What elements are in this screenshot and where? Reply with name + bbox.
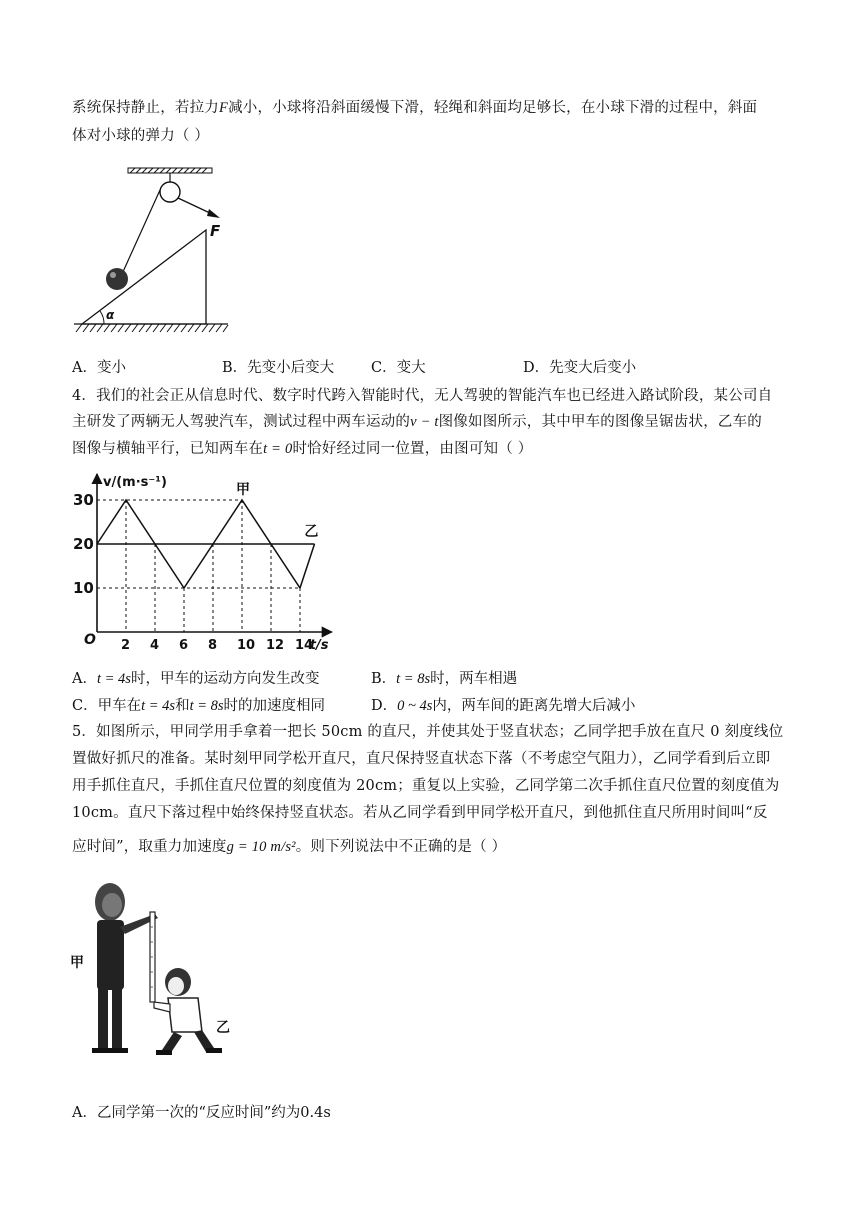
- q4-option-b: B．t = 8s时，两车相遇: [371, 671, 518, 687]
- ball: [106, 268, 128, 290]
- x-tick-label: 12: [266, 638, 285, 653]
- series-label-jia: 甲: [236, 482, 250, 498]
- q3-option-a: A．变小: [72, 360, 126, 376]
- q3-text-line1: 系统保持静止，若拉力F减小，小球将沿斜面缓慢下滑，轻绳和斜面均足够长，在小球下滑的过程中，斜面: [72, 100, 758, 116]
- q4-text-line3: 图像与横轴平行，已知两车在t = 0时恰好经过同一位置，由图可知（ ）: [72, 441, 533, 457]
- force-label: F: [210, 222, 221, 240]
- person-jia: [92, 883, 158, 1053]
- x-tick-label: 14: [295, 638, 314, 653]
- person-yi: [154, 968, 222, 1055]
- q4-option-c: C．甲车在t = 4s和t = 8s时的加速度相同: [72, 698, 326, 714]
- q4-text-line1: 4．我们的社会正从信息时代、数字时代跨入智能时代，无人驾驶的智能汽车也已经进入路试阶段，某公司自: [72, 388, 773, 404]
- y-tick-label: 20: [73, 535, 94, 553]
- q5-text-line5: 应时间”，取重力加速度g = 10 m/s²。则下列说法中不正确的是（ ）: [72, 839, 507, 855]
- q3-option-d: D．先变大后变小: [523, 360, 637, 376]
- y-tick-label: 10: [73, 579, 94, 597]
- q5-text-line2: 置做好抓尺的准备。某时刻甲同学松开直尺，直尺保持竖直状态下落（不考虑空气阻力），乙同学看到后立即: [72, 751, 771, 767]
- incline: [82, 230, 206, 324]
- series-label-yi: 乙: [304, 524, 319, 540]
- ceiling: [128, 168, 212, 173]
- q5-text-line4: 10cm。直尺下落过程中始终保持竖直状态。若从乙同学看到甲同学松开直尺，到他抓住直尺所用时间叫“反: [72, 805, 768, 821]
- pulley: [160, 182, 180, 202]
- jia-label: 甲: [70, 955, 84, 971]
- yi-label: 乙: [216, 1020, 230, 1036]
- q4-option-d: D．0 ~ 4s内，两车间的距离先增大后减小: [371, 698, 636, 714]
- q5-text-line1: 5．如图所示，甲同学用手拿着一把长 50cm 的直尺，并使其处于竖直状态；乙同学把手放在直尺 0 刻度线位: [72, 724, 784, 740]
- q3-text-line2: 体对小球的弹力（ ）: [72, 128, 210, 144]
- vt-chart: [70, 468, 360, 653]
- q3-incline-figure: [70, 158, 235, 340]
- x-tick-label: 4: [150, 638, 160, 653]
- ground: [74, 324, 228, 332]
- q5-option-a: A．乙同学第一次的“反应时间”约为0.4s: [72, 1105, 331, 1121]
- angle-label: α: [106, 308, 115, 322]
- x-tick-label: 2: [121, 638, 131, 653]
- y-axis-label: v/(m·s⁻¹): [103, 475, 167, 490]
- origin-label: O: [84, 632, 96, 648]
- q3-option-b: B．先变小后变大: [222, 360, 335, 376]
- q5-text-line3: 用手抓住直尺，手抓住直尺位置的刻度值为 20cm；重复以上实验，乙同学第二次手抓住直尺位置的刻度值为: [72, 778, 780, 794]
- x-axis-label: t/s: [309, 638, 329, 653]
- q3-option-c: C．变大: [371, 360, 426, 376]
- q5-ruler-figure: [70, 872, 250, 1072]
- q4-text-line2: 主研发了两辆无人驾驶汽车，测试过程中两车运动的v − t图像如图所示，其中甲车的图像呈锯齿状，乙车的: [72, 414, 763, 430]
- y-tick-label: 30: [73, 491, 94, 509]
- x-tick-label: 6: [179, 638, 189, 653]
- x-tick-label: 8: [208, 638, 218, 653]
- x-tick-label: 10: [237, 638, 256, 653]
- q4-option-a: A．t = 4s时，甲车的运动方向发生改变: [72, 671, 320, 687]
